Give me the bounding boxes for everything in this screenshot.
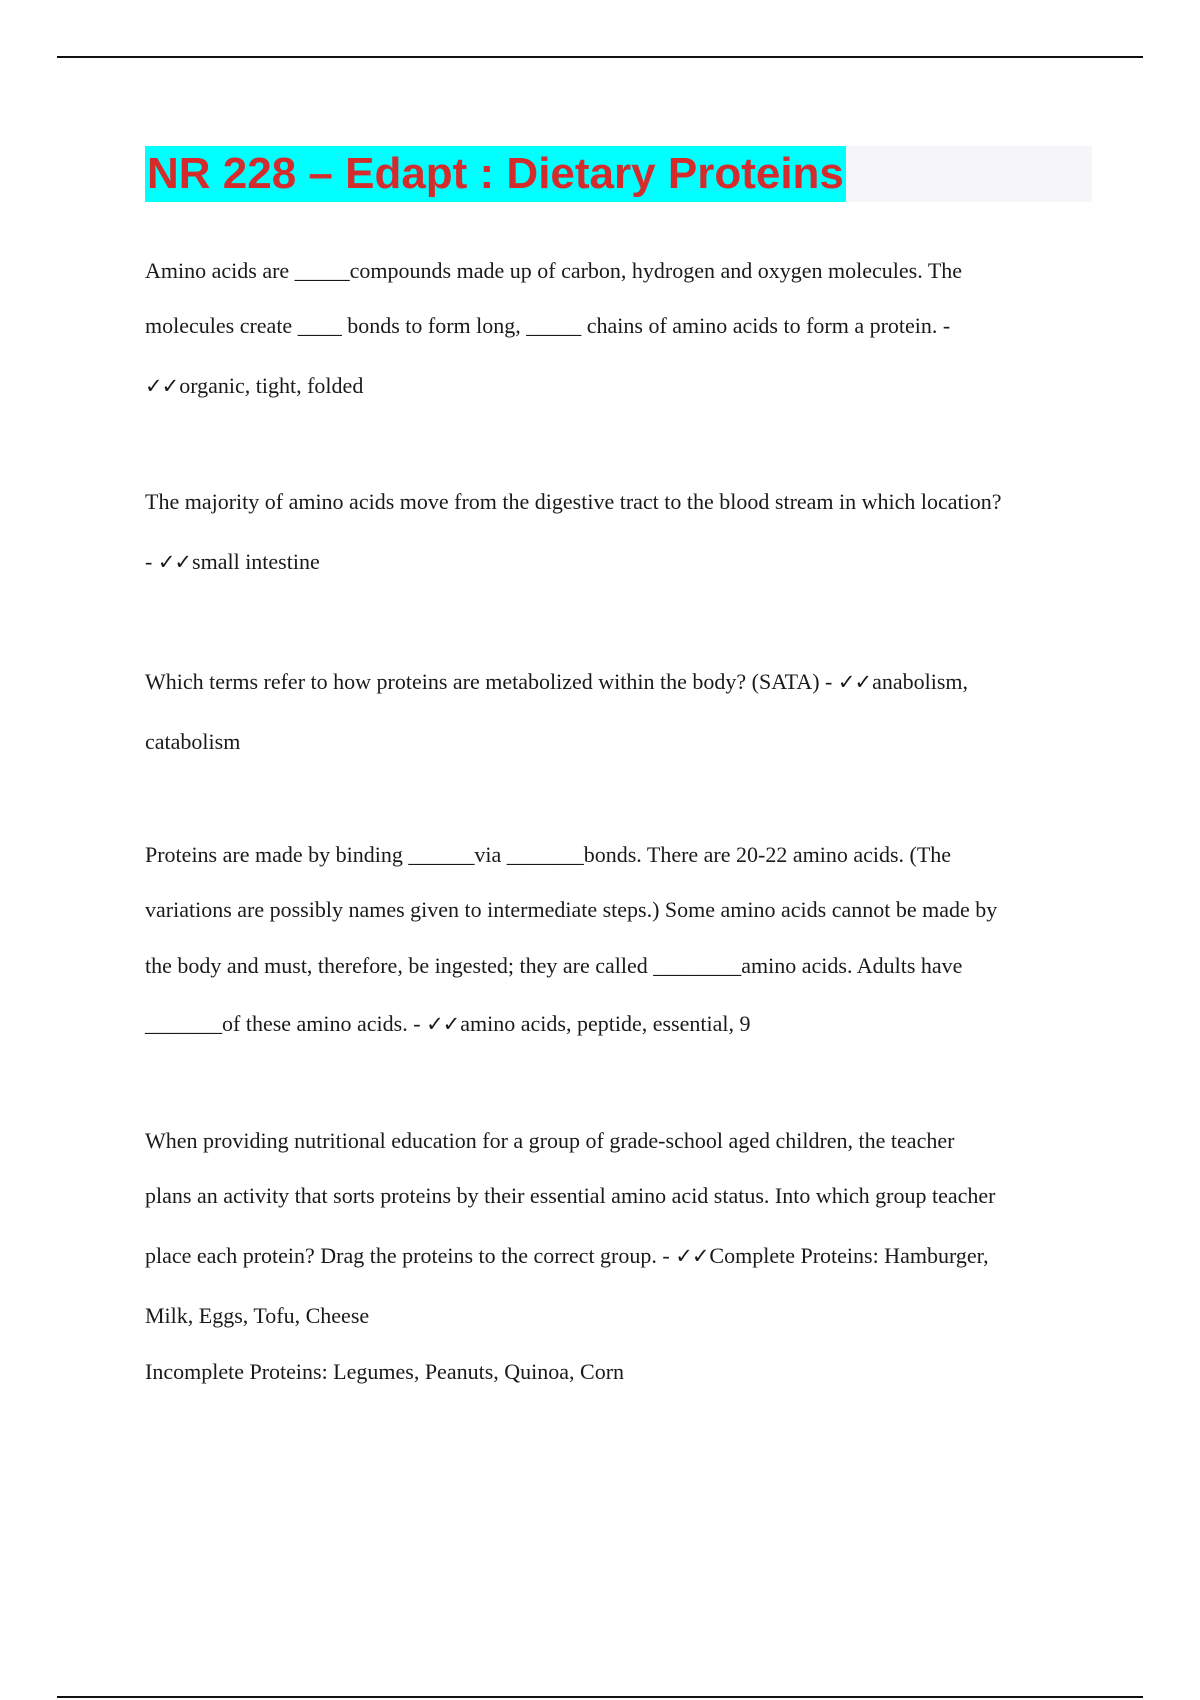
- check-mark-icon: ✓✓: [837, 670, 872, 694]
- q2-answer: small intestine: [192, 549, 320, 574]
- q4-line-1: Proteins are made by binding ______via _______bonds. There are 20-22 amino acids. (The: [145, 842, 952, 867]
- check-mark-icon: ✓✓: [426, 1012, 460, 1036]
- q5-answer-line: [145, 1241, 989, 1271]
- q4-answer-line: [145, 1009, 750, 1039]
- q5-answer-prefix: place each protein? Drag the proteins to the correct group. -: [145, 1243, 676, 1268]
- q5-answer: Complete Proteins: Hamburger,: [709, 1243, 989, 1268]
- q5-line-1: When providing nutritional education for a group of grade-school aged children, the teacher: [145, 1128, 955, 1153]
- q3-question: Which terms refer to how proteins are metabolized within the body? (SATA) -: [145, 669, 838, 694]
- page-title: NR 228 – Edapt : Dietary Proteins: [145, 146, 846, 202]
- check-mark-icon: ✓✓: [675, 1244, 709, 1268]
- q2-line-1: The majority of amino acids move from the digestive tract to the blood stream in which location?: [145, 489, 1002, 514]
- title-banner: [145, 146, 1092, 202]
- q4-answer-prefix: _______of these amino acids. -: [145, 1011, 427, 1036]
- q1-answer: organic, tight, folded: [179, 373, 364, 398]
- q1-answer-line: [145, 371, 363, 401]
- q5-extra-line-1: Milk, Eggs, Tofu, Cheese: [145, 1303, 370, 1328]
- q5-extra-line-2: Incomplete Proteins: Legumes, Peanuts, Quinoa, Corn: [145, 1359, 625, 1384]
- q3-answer: anabolism,: [872, 669, 969, 694]
- q3-answer-line: [145, 667, 968, 697]
- check-mark-icon: ✓✓: [157, 550, 192, 574]
- q4-line-2: variations are possibly names given to intermediate steps.) Some amino acids cannot be made by: [145, 897, 998, 922]
- q2-answer-prefix: -: [145, 549, 158, 574]
- q3-extra-line-1: catabolism: [145, 729, 241, 754]
- q4-answer: amino acids, peptide, essential, 9: [460, 1011, 751, 1036]
- bottom-rule: [57, 1696, 1143, 1698]
- q4-line-3: the body and must, therefore, be ingested; they are called ________amino acids. Adults have: [145, 953, 963, 978]
- q5-line-2: plans an activity that sorts proteins by their essential amino acid status. Into which group teacher: [145, 1183, 996, 1208]
- q1-line-2: molecules create ____ bonds to form long, _____ chains of amino acids to form a protein. -: [145, 313, 951, 338]
- q1-line-1: Amino acids are _____compounds made up of carbon, hydrogen and oxygen molecules. The: [145, 258, 963, 283]
- top-rule: [57, 56, 1143, 58]
- check-mark-icon: ✓✓: [145, 374, 179, 398]
- q2-answer-line: [145, 547, 320, 577]
